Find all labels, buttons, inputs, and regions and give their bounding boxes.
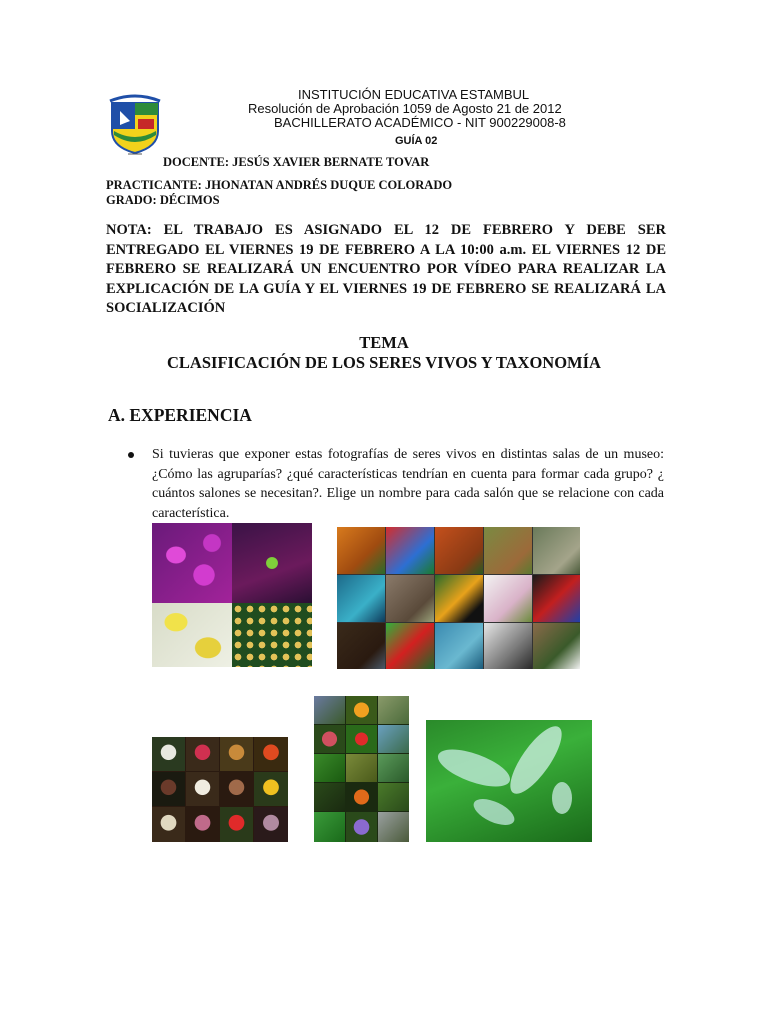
bullet-paragraph: Si tuvieras que exponer estas fotografías de seres vivos en distintas salas de un museo: ¿Cómo las agruparías? ¿qué características tendrían en cuenta para formar cada grupo? ¿ cuántos salones se necesitan?. Elige un nombre para cada salón que se relacione con cada característica. (152, 447, 664, 521)
plant-cell (346, 812, 377, 842)
lemur-cell (484, 623, 532, 669)
parrot-cell (386, 527, 434, 574)
plant-cell (378, 783, 409, 811)
plant-cell (314, 754, 345, 782)
fungi-collage-image (152, 737, 288, 842)
program-line: BACHILLERATO ACADÉMICO - NIT 900229008-8 (274, 115, 566, 130)
bacteria-yellow-rods (152, 603, 232, 667)
fungi-cell (254, 737, 288, 771)
fungi-cell (220, 807, 253, 842)
frog-cell (386, 623, 434, 669)
resolution-line: Resolución de Aprobación 1059 de Agosto 21 de 2012 (248, 101, 562, 116)
animals-collage-image (337, 527, 580, 669)
fungi-cell (186, 772, 219, 806)
bacteria-collage-image (152, 523, 312, 667)
fungi-cell (254, 807, 288, 842)
fungi-cell (254, 772, 288, 806)
guide-number: GUÍA 02 (395, 135, 438, 147)
bacteria-green-cocci (232, 603, 312, 667)
toucan-cell (435, 575, 483, 622)
tiger-cell (337, 527, 385, 574)
fungi-cell (152, 772, 185, 806)
bacteria-green-spiral (232, 523, 312, 603)
plant-cell (346, 725, 377, 753)
deer-cell (484, 527, 532, 574)
eagle-cell (533, 623, 580, 669)
lizard-cell (533, 527, 580, 574)
manatee-cell (435, 623, 483, 669)
plant-cell (378, 812, 409, 842)
nota-paragraph: NOTA: EL TRABAJO ES ASIGNADO EL 12 DE FEBRERO Y DEBE SER ENTREGADO EL VIERNES 19 DE FEBRERO A LA 10:00 a.m. EL VIERNES 12 DE FEBRERO SE REALIZARÁ UN ENCUENTRO POR VÍDEO PARA REALIZAR LA EXPLICACIÓN DE LA GUÍA Y EL VIERNES 19 DE FEBRERO SE REALIZARÁ LA SOCIALIZACIÓN (106, 222, 666, 316)
orchid-cell (484, 575, 532, 622)
plant-cell (378, 725, 409, 753)
bird-cell (533, 575, 580, 622)
plants-collage-image (314, 696, 409, 842)
fungi-cell (220, 772, 253, 806)
protists-shapes (426, 720, 592, 842)
section-a-heading: A. EXPERIENCIA (108, 405, 252, 425)
fungi-cell (152, 737, 185, 771)
fungi-cell (186, 737, 219, 771)
plant-cell (346, 783, 377, 811)
docente-line: DOCENTE: JESÚS XAVIER BERNATE TOVAR (163, 155, 430, 169)
institution-name: INSTITUCIÓN EDUCATIVA ESTAMBUL (298, 87, 530, 102)
tema-label: TEMA (359, 333, 409, 352)
seahorse-cell (337, 575, 385, 622)
bullet-dot-icon (128, 452, 134, 458)
practicante-line: PRACTICANTE: JHONATAN ANDRÉS DUQUE COLORADO (106, 178, 453, 192)
school-crest-logo (106, 91, 164, 157)
tema-title: CLASIFICACIÓN DE LOS SERES VIVOS Y TAXONOMÍA (167, 353, 601, 372)
fungi-cell (220, 737, 253, 771)
plant-cell (346, 754, 377, 782)
plant-cell (314, 696, 345, 724)
plant-cell (346, 696, 377, 724)
protists-image (426, 720, 592, 842)
bacteria-purple-rods (152, 523, 232, 603)
plant-cell (314, 812, 345, 842)
fungi-cell (186, 807, 219, 842)
plant-cell (314, 783, 345, 811)
grado-line: GRADO: DÉCIMOS (106, 193, 220, 207)
plant-cell (378, 754, 409, 782)
plant-cell (378, 696, 409, 724)
elephant-cell (386, 575, 434, 622)
plant-cell (314, 725, 345, 753)
bear-cell (337, 623, 385, 669)
monkey-cell (435, 527, 483, 574)
fungi-cell (152, 807, 185, 842)
